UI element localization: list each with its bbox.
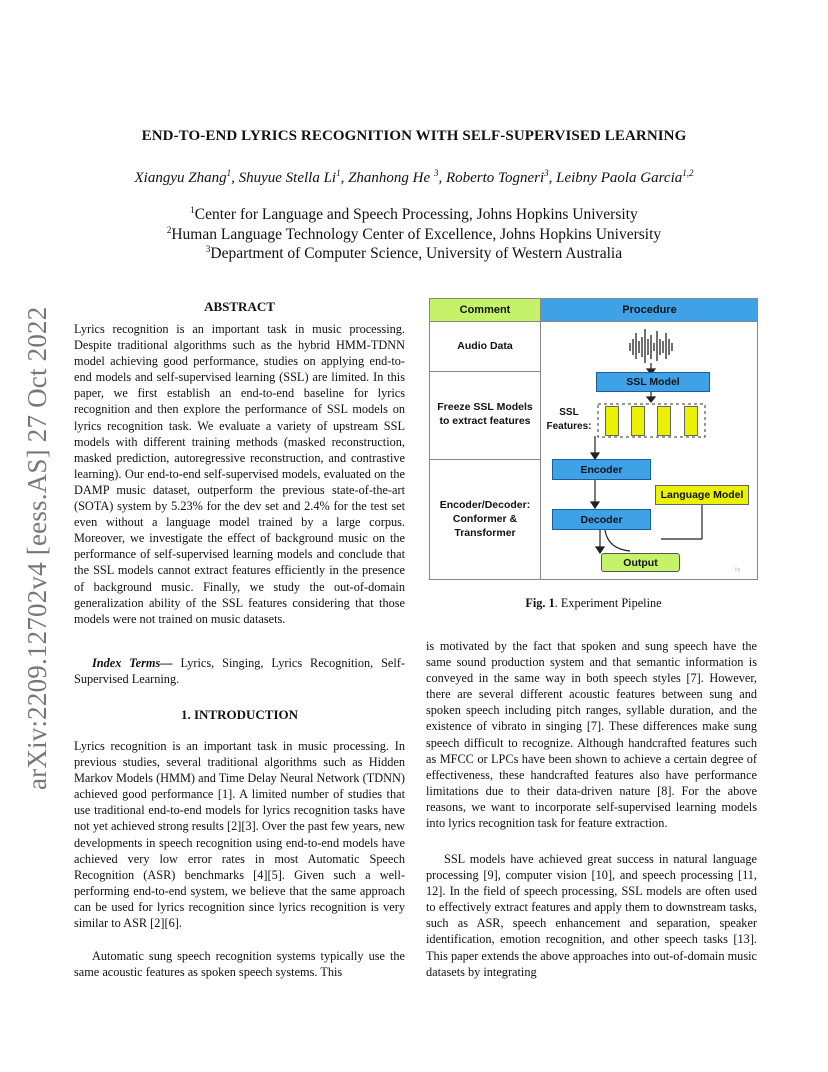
intro-paragraph-2: Automatic sung speech recognition systems typically use the same acoustic features as spoken speech systems. This xyxy=(74,949,405,980)
affiliation xyxy=(0,225,828,244)
author-sup: 3 xyxy=(544,168,549,178)
svg-text:fig: fig xyxy=(735,567,741,573)
waveform-icon xyxy=(630,329,672,363)
intro-paragraph-1: Lyrics recognition is an important task in music processing. In previous studies, several traditional algorithms such as Hidden Markov Models (HMM) and Time Delay Neural Network (TDNN) achieved good performance [1]. A limited number of studies that use traditional end-to-end models for lyrics recognition tasks have not yet achieved strong results [2][3]. Over the past few years, new developments in speech recognition using end-to-end models have achieved very low error rates in most Automatic Speech Recognition (ASR) benchmarks [4][5]. Given such a well-performing end-to-end system, we believe that the same approach can be used for lyrics recognition since lyrics recognition is very similar to ASR [2][6]. xyxy=(74,739,405,931)
figure-caption-text: . Experiment Pipeline xyxy=(554,596,662,610)
affiliation-text: Human Language Technology Center of Excellence, Johns Hopkins University xyxy=(171,226,662,244)
intro-paragraph-3: is motivated by the fact that spoken and sung speech have the same sound production system and that semantic information is conveyed in the same way in both speech styles [7]. However, there are several different acoustic features between sung and spoken speech including pitch ranges, syllable duration, and the existence of vibrato in singing [7]. These differences make sung speech difficult to recognize. Although handcrafted features such as MFCC or LPCs have been shown to achieve a certain degree of effectiveness, these handcrafted features also have performance limitations due to their data-driven nature [8]. For the above reasons, we want to incorporate self-supervised learning models into lyrics recognition task for feature extraction. xyxy=(426,639,757,831)
comment-column-header: Comment xyxy=(430,299,540,322)
row-freeze-ssl: Freeze SSL Models to extract features xyxy=(437,401,533,427)
author: Roberto Togneri xyxy=(445,170,545,186)
output-box: Output xyxy=(601,553,680,572)
row-encoder-decoder: Encoder/Decoder: Conformer & Transformer xyxy=(439,499,531,539)
language-model-box: Language Model xyxy=(655,485,749,505)
author: Zhanhong He xyxy=(348,170,431,186)
figure-caption-label: Fig. 1 xyxy=(525,596,555,610)
author-sup: 1,2 xyxy=(682,168,694,178)
procedure-column-header: Procedure xyxy=(540,299,758,322)
author-list: Xiangyu Zhang$^1$, Shuyue Stella Li$^1$, Zhanhong He $^3$, Roberto Togneri$^3$, Leibny Paola Garcia$^{1,2}$ xyxy=(134,168,694,186)
pipeline-diagram xyxy=(430,299,757,579)
index-terms-label: Index Terms— xyxy=(92,656,173,670)
affiliation xyxy=(0,244,828,263)
row-audio-data: Audio Data xyxy=(457,340,513,352)
index-terms xyxy=(74,655,405,687)
affiliation-sup: 2 xyxy=(166,225,172,235)
author-sup: 3 xyxy=(433,168,439,178)
author: Leibny Paola Garcia xyxy=(556,170,683,186)
index-terms-text: Lyrics, Singing, Lyrics Recognition, Self-Supervised Learning. xyxy=(74,656,405,687)
feature-block xyxy=(605,406,619,436)
figure-caption xyxy=(429,596,758,611)
introduction-heading: 1. INTRODUCTION xyxy=(180,707,298,722)
author: Shuyue Stella Li xyxy=(238,170,337,186)
feature-block xyxy=(657,406,671,436)
ssl-features-label: SSL Features: xyxy=(546,407,592,432)
abstract-text: Lyrics recognition is an important task in music processing. Despite traditional algorithms such as the hybrid HMM-TDNN model achieving good performance, studies on applying end-to-end models and self-supervised learning (SSL) are limited. In this paper, we first establish an end-to-end baseline for lyrics recognition and then explore the performance of SSL models on lyrics recognition task. We evaluate a variety of upstream SSL models with different training methods (masked reconstruction, masked prediction, autoregressive reconstruction, and contrastive learning). Our end-to-end self-supervised models, evaluated on the DAMP music dataset, outperform the previous state-of-the-art (SOTA) system by 5.23% for the dev set and 2.4% for the test set even without a language model trained by a large corpus. Moreover, we investigate the effect of background music on the performance of self-supervised learning models and conclude that the SSL models cannot extract features efficiently in the presence of background music. Finally, we study the out-of-domain generalization ability of the SSL features considering that those models were not trained on music datasets. xyxy=(74,322,405,626)
affiliation-text: Department of Computer Science, University of Western Australia xyxy=(210,245,623,263)
author: Xiangyu Zhang xyxy=(134,170,227,186)
feature-block xyxy=(684,406,698,436)
feature-block xyxy=(631,406,645,436)
paper-title: END-TO-END LYRICS RECOGNITION WITH SELF-SUPERVISED LEARNING xyxy=(141,128,687,144)
decoder-box: Decoder xyxy=(552,509,651,530)
ssl-model-box: SSL Model xyxy=(596,372,710,392)
author-sup: 1 xyxy=(226,168,232,178)
intro-paragraph-4: SSL models have achieved great success in natural language processing [9], computer vision [10], and speech processing [11, 12]. In the field of speech processing, SSL models are often used to effectively extract features and apply them to downstream tasks, such as ASR, speech enhancement and separation, speaker identification, emotion recognition, and other speech tasks [13]. This paper extends the above approaches into out-of-domain music datasets by integrating xyxy=(426,852,757,979)
affiliation-text: Center for Language and Speech Processing, Johns Hopkins University xyxy=(194,206,638,224)
experiment-pipeline-figure xyxy=(429,298,758,580)
encoder-box: Encoder xyxy=(552,459,651,480)
author-sup: 1 xyxy=(336,168,341,178)
arxiv-identifier: arXiv:2209.12702v4 [eess.AS] 27 Oct 2022 xyxy=(22,306,52,790)
affiliation xyxy=(0,205,828,224)
abstract-heading: ABSTRACT xyxy=(204,299,275,314)
affiliation-sup: 3 xyxy=(205,244,211,254)
affiliation-sup: 1 xyxy=(190,205,195,215)
